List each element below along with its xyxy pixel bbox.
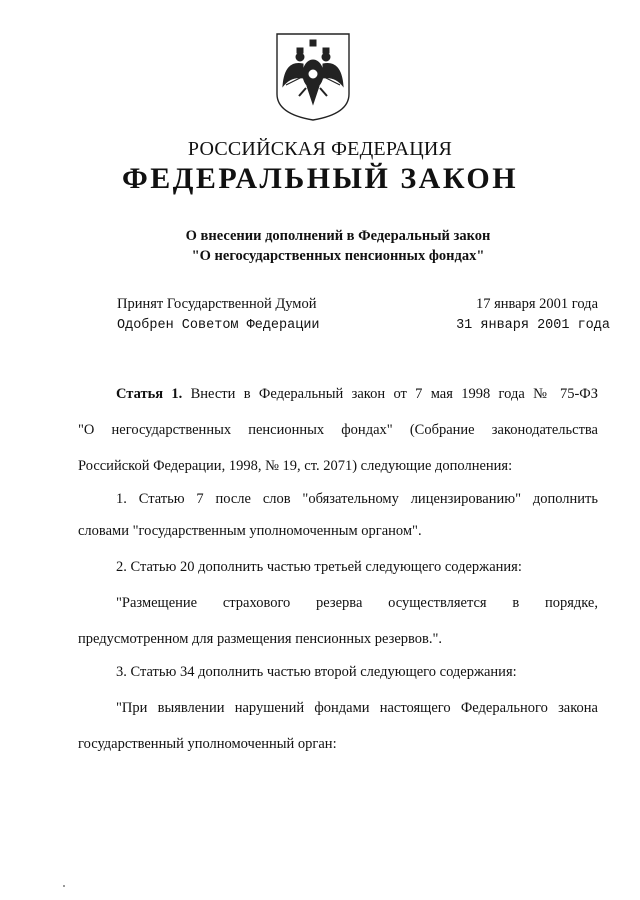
item-3: 3. Статью 34 дополнить частью второй следующего содержания: — [116, 664, 517, 680]
council-approval-label: Одобрен Советом Федерации — [117, 318, 320, 333]
item-3-quote-line-2: государственный уполномоченный орган: — [78, 736, 337, 752]
country-heading: РОССИЙСКАЯ ФЕДЕРАЦИЯ — [187, 138, 453, 160]
article-1-line-2: "О негосударственных пенсионных фондах" (Собрание законодательства — [78, 422, 598, 438]
duma-adoption-date: 17 января 2001 года — [475, 296, 598, 312]
item-2: 2. Статью 20 дополнить частью третьей следующего содержания: — [116, 559, 522, 575]
item-1-line-2: словами "государственным уполномоченным органом". — [78, 523, 422, 539]
item-3-quote-line-1: "При выявлении нарушений фондами настоящего Федерального закона — [116, 700, 598, 716]
item-2-quote-line-2: предусмотренном для размещения пенсионных резервов.". — [78, 631, 443, 647]
item-2-quote-line-1: "Размещение страхового резерва осуществляется в порядке, — [116, 595, 598, 611]
item-1-line-1: 1. Статью 7 после слов "обязательному лицензированию" дополнить — [116, 491, 598, 507]
scan-dot — [63, 885, 65, 887]
document-type-heading: ФЕДЕРАЛЬНЫЙ ЗАКОН — [121, 162, 519, 195]
article-1-line-3: Российской Федерации, 1998, № 19, ст. 2071) следующие дополнения: — [78, 458, 513, 474]
law-subject-title — [0, 226, 640, 266]
duma-adoption-label: Принят Государственной Думой — [117, 296, 317, 312]
article-text: Внести в Федеральный закон от 7 мая 1998 года № 75-ФЗ — [190, 386, 599, 402]
article-label: Статья 1. — [116, 386, 183, 402]
article-1-line-1 — [78, 384, 598, 404]
subject-line-2: "О негосударственных пенсионных фондах" — [191, 248, 485, 264]
council-approval-date: 31 января 2001 года — [456, 318, 610, 333]
subject-line-1: О внесении дополнений в Федеральный закон — [185, 228, 491, 244]
double-headed-eagle-icon — [273, 30, 353, 122]
